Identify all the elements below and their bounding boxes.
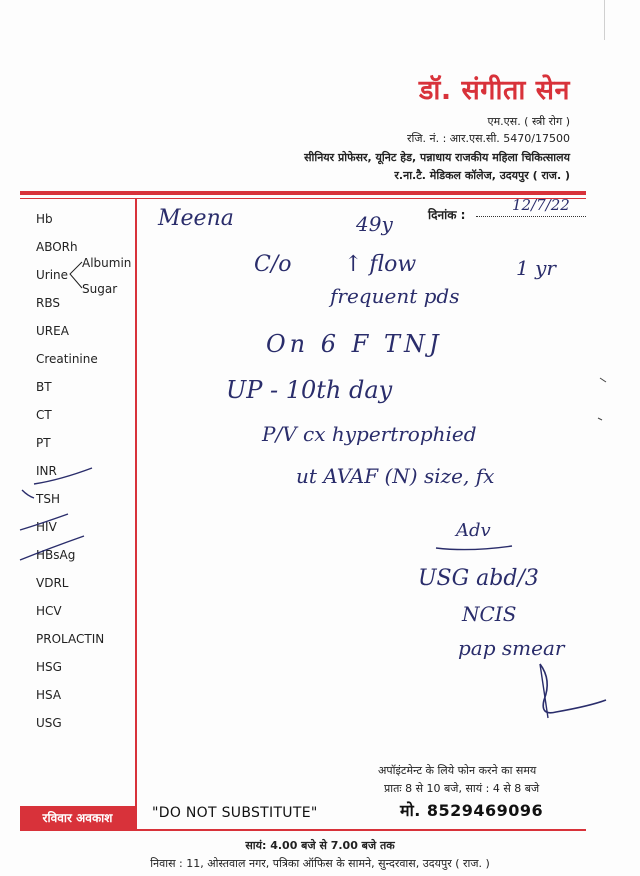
evening-hours: सायं: 4.00 बजे से 7.00 बजे तक [245, 839, 395, 852]
ink-mark-2 [598, 418, 602, 420]
tick-inr [34, 468, 92, 484]
exam-note-2: ut AVAF (N) size, fx [296, 464, 495, 488]
advice-pap-smear: pap smear [458, 636, 565, 660]
complaint-frequent: frequent pds [330, 284, 460, 308]
registration-number: रजि. नं. : आर.एस.सी. 5470/17500 [406, 132, 570, 145]
test-rbs: RBS [36, 296, 60, 310]
test-urine: Urine [36, 268, 69, 282]
test-urea: UREA [36, 324, 69, 338]
test-inr: INR [36, 464, 57, 478]
test-creatinine: Creatinine [36, 352, 98, 366]
ink-mark [600, 378, 606, 382]
tick-hbsag [20, 536, 84, 560]
doctor-name: डॉ. संगीता सेन [418, 75, 570, 106]
appointment-title: अपॉइंटमेन्ट के लिये फोन करने का समय [378, 764, 537, 777]
residence-address: निवास : 11, ओस्तवाल नगर, पत्रिका ऑफिस के सामने, सुन्दरवास, उदयपुर ( राज. ) [150, 857, 490, 870]
complaint-flow: ↑ flow [344, 252, 417, 277]
phone-number: मो. 8529469096 [400, 801, 544, 820]
date-value: 12/7/22 [512, 196, 570, 214]
test-hcv: HCV [36, 604, 62, 618]
test-bt: BT [36, 380, 52, 394]
advice-underline [436, 546, 512, 550]
test-hsg: HSG [36, 660, 62, 674]
qualification: एम.एस. ( स्त्री रोग ) [487, 115, 570, 128]
complaint-duration: 1 yr [516, 256, 556, 280]
test-usg: USG [36, 716, 62, 730]
test-sugar: Sugar [82, 282, 118, 296]
exam-note: P/V cx hypertrophied [262, 422, 477, 446]
tick-tsh [22, 490, 34, 498]
test-vdrl: VDRL [36, 576, 69, 590]
signature [540, 664, 606, 713]
urine-brace [70, 262, 82, 288]
test-hsa: HSA [36, 688, 62, 702]
followup-note: UP - 10th day [226, 376, 393, 404]
history-note: On 6 F TNJ [266, 330, 443, 358]
test-tsh: TSH [36, 492, 60, 506]
test-prolactin: PROLACTIN [36, 632, 105, 646]
test-hb: Hb [36, 212, 53, 226]
advice-ncis: NCIS [462, 602, 517, 626]
patient-name: Meena [158, 206, 234, 231]
advice-label: Adv [456, 520, 491, 541]
test-albumin: Albumin [82, 256, 132, 270]
date-label: दिनांक : [428, 208, 466, 222]
appointment-hours: प्रातः 8 से 10 बजे, सायं : 4 से 8 बजे [384, 782, 540, 795]
sunday-holiday-label: रविवार अवकाश [42, 811, 113, 825]
test-ct: CT [36, 408, 52, 422]
test-hiv: HIV [36, 520, 57, 534]
patient-age: 49y [356, 212, 393, 236]
complaint-label: C/o [254, 252, 292, 277]
do-not-substitute: "DO NOT SUBSTITUTE" [152, 805, 318, 821]
test-aborh: ABORh [36, 240, 78, 254]
college: र.ना.टै. मेडिकल कॉलेज, उदयपुर ( राज. ) [394, 169, 570, 182]
advice-usg: USG abd/3 [418, 566, 539, 591]
test-pt: PT [36, 436, 51, 450]
test-hbsag: HBsAg [36, 548, 76, 562]
tick-hiv [20, 514, 68, 530]
designation: सीनियर प्रोफेसर, यूनिट हेड, पन्नाधाय राजकीय महिला चिकित्सालय [304, 151, 570, 164]
